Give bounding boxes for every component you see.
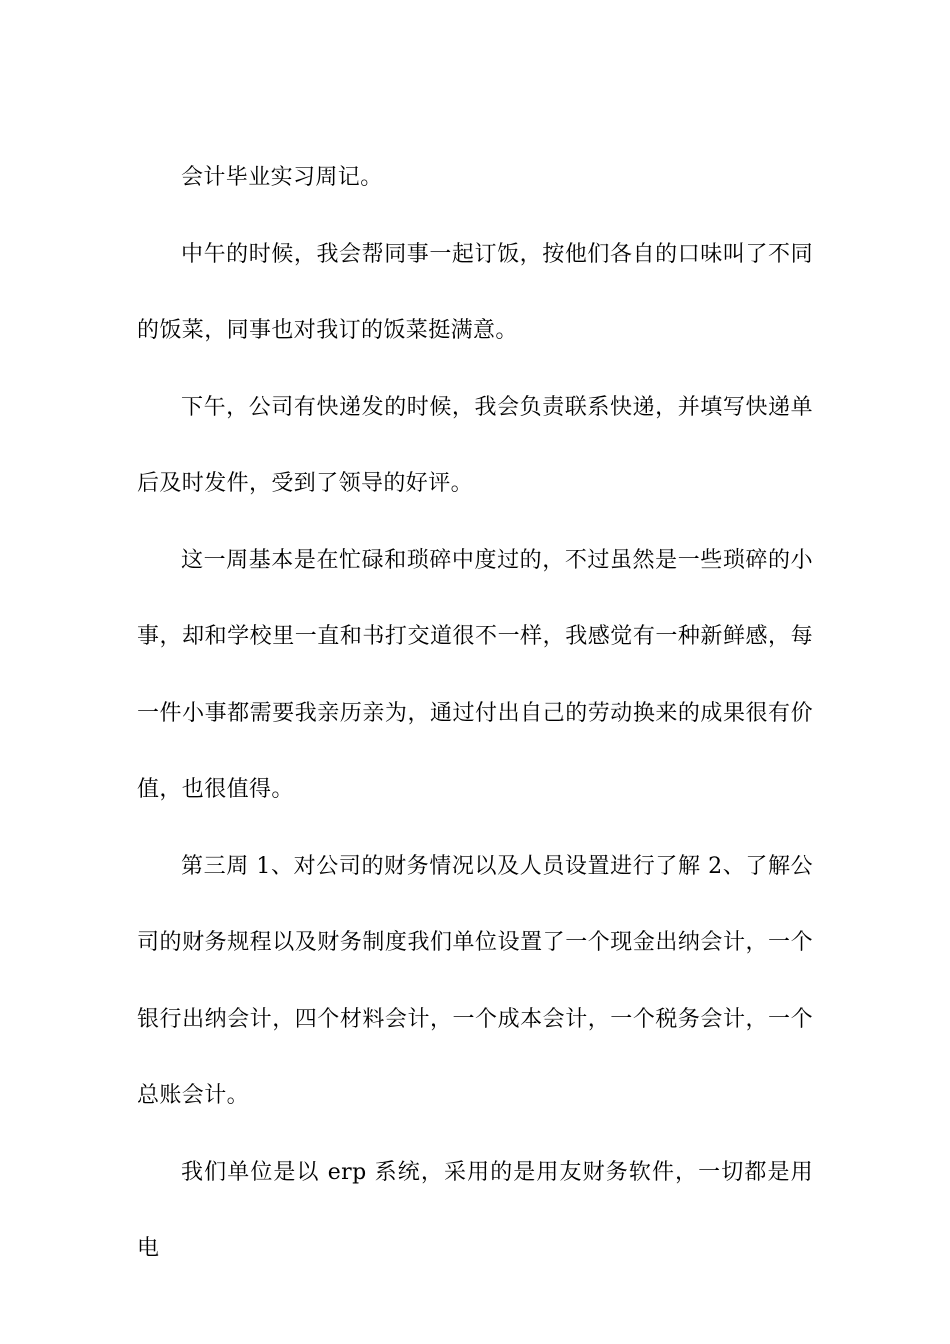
document-body [137,140,813,1288]
paragraph-afternoon: 下午，公司有快递发的时候，我会负责联系快递，并填写快递单后及时发件，受到了领导的好评。 [137,394,813,496]
paragraph-week-summary: 这一周基本是在忙碌和琐碎中度过的，不过虽然是一些琐碎的小事，却和学校里一直和书打交道很不一样，我感觉有一种新鲜感，每一件小事都需要我亲历亲为，通过付出自己的劳动换来的成果很有价值，也很值得。 [137,547,813,802]
paragraph-title: 会计毕业实习周记。 [181,165,383,190]
paragraph-erp-system: 我们单位是以 erp 系统，采用的是用友财务软件，一切都是用电 [137,1159,813,1261]
paragraph-lunch: 中午的时候，我会帮同事一起订饭，按他们各自的口味叫了不同的饭菜，同事也对我订的饭菜挺满意。 [137,241,813,343]
paragraph-week-three: 第三周 1、对公司的财务情况以及人员设置进行了解 2、了解公司的财务规程以及财务制度我们单位设置了一个现金出纳会计，一个银行出纳会计，四个材料会计，一个成本会计，一个税务会计，一个总账会计。 [137,853,813,1108]
